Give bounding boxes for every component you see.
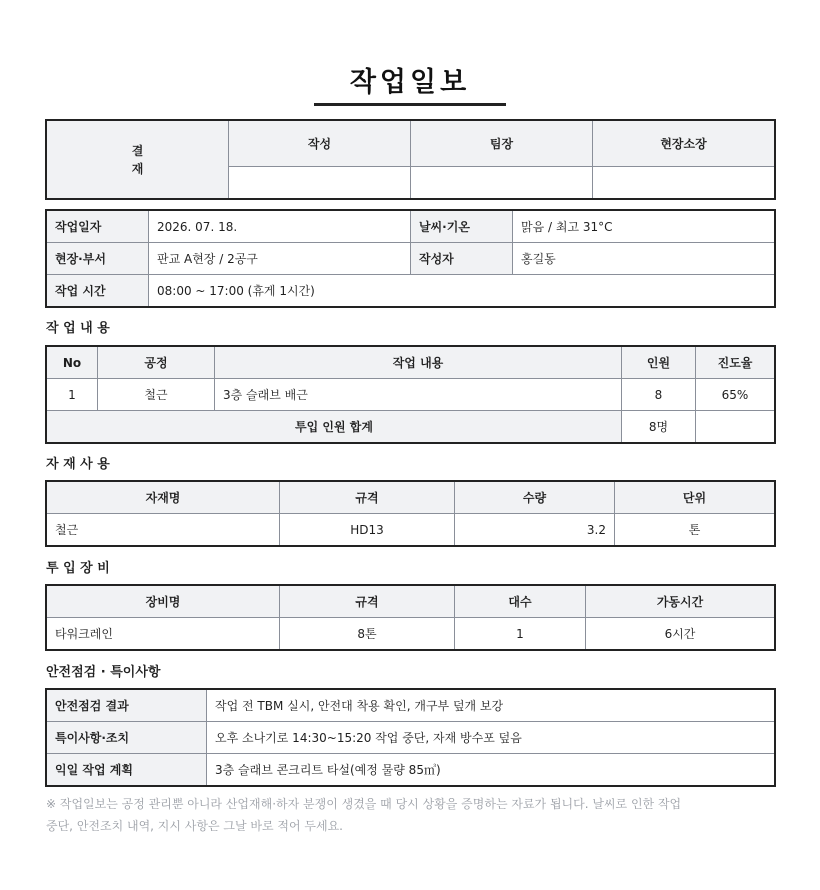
materials-row-qty[interactable]: 3.2 (455, 514, 615, 546)
materials-row-unit[interactable]: 톤 (615, 514, 775, 546)
materials-header-spec: 규격 (280, 482, 455, 514)
equipment-table (46, 585, 775, 650)
writer-label: 작성자 (411, 243, 513, 275)
work-row-workers[interactable]: 8 (622, 379, 696, 411)
signature-box-writer[interactable] (229, 167, 411, 199)
materials-row-name[interactable]: 철근 (47, 514, 280, 546)
signature-box-site-manager[interactable] (593, 167, 775, 199)
equipment-header-spec: 규격 (280, 586, 455, 618)
info-table (46, 210, 775, 307)
approval-role-writer: 작성 (229, 121, 411, 167)
work-header-process: 공정 (98, 347, 215, 379)
time-value[interactable]: 08:00 ~ 17:00 (휴게 1시간) (149, 275, 775, 307)
equipment-row-name[interactable]: 타워크레인 (47, 618, 280, 650)
weather-value[interactable]: 맑음 / 최고 31°C (513, 211, 775, 243)
work-table (46, 346, 775, 443)
equipment-header-count: 대수 (455, 586, 586, 618)
work-row-process[interactable]: 철근 (98, 379, 215, 411)
equipment-row-hours[interactable]: 6시간 (586, 618, 775, 650)
safety-table (46, 689, 775, 786)
next-plan-label: 익일 작업 계획 (47, 754, 207, 786)
work-total-value[interactable]: 8명 (622, 411, 696, 443)
safety-check-value[interactable]: 작업 전 TBM 실시, 안전대 착용 확인, 개구부 덮개 보강 (207, 690, 775, 722)
safety-section-title: 안전점검 · 특이사항 (46, 665, 161, 680)
equipment-row-count[interactable]: 1 (455, 618, 586, 650)
materials-row-spec[interactable]: HD13 (280, 514, 455, 546)
special-notes-value[interactable]: 오후 소나기로 14:30~15:20 작업 중단, 자재 방수포 덮음 (207, 722, 775, 754)
time-label: 작업 시간 (47, 275, 149, 307)
weather-label: 날씨·기온 (411, 211, 513, 243)
materials-header-unit: 단위 (615, 482, 775, 514)
safety-check-label: 안전점검 결과 (47, 690, 207, 722)
signature-box-team-leader[interactable] (411, 167, 593, 199)
materials-header-qty: 수량 (455, 482, 615, 514)
title-area (0, 60, 820, 106)
work-header-workers: 인원 (622, 347, 696, 379)
work-row-progress[interactable]: 65% (696, 379, 775, 411)
work-total-empty (696, 411, 775, 443)
materials-section-title: 자 재 사 용 (46, 457, 110, 472)
date-value[interactable]: 2026. 07. 18. (149, 211, 411, 243)
equipment-header-name: 장비명 (47, 586, 280, 618)
date-label: 작업일자 (47, 211, 149, 243)
table-row (47, 379, 775, 411)
writer-value[interactable]: 홍길동 (513, 243, 775, 275)
footnote: ※ 작업일보는 공정 관리뿐 아니라 산업재해·하자 분쟁이 생겼을 때 당시 상황을 증명하는 자료가 됩니다. 날씨로 인한 작업 중단, 안전조치 내역, 지시 사항은 그날 바로 적어 두세요. (46, 797, 682, 833)
materials-header-name: 자재명 (47, 482, 280, 514)
approval-table (46, 120, 775, 199)
work-section-title: 작 업 내 용 (46, 321, 110, 336)
table-row (47, 514, 775, 546)
work-row-content[interactable]: 3층 슬래브 배근 (215, 379, 622, 411)
approval-role-team-leader: 팀장 (411, 121, 593, 167)
equipment-section-title: 투 입 장 비 (46, 561, 110, 576)
materials-table (46, 481, 775, 546)
work-header-progress: 진도율 (696, 347, 775, 379)
work-total-label: 투입 인원 합계 (47, 411, 622, 443)
work-row-no[interactable]: 1 (47, 379, 98, 411)
approval-role-site-manager: 현장소장 (593, 121, 775, 167)
work-header-content: 작업 내용 (215, 347, 622, 379)
equipment-header-hours: 가동시간 (586, 586, 775, 618)
site-value[interactable]: 판교 A현장 / 2공구 (149, 243, 411, 275)
special-notes-label: 특이사항·조치 (47, 722, 207, 754)
approval-label: 결 재 (47, 121, 229, 199)
equipment-row-spec[interactable]: 8톤 (280, 618, 455, 650)
table-row (47, 618, 775, 650)
site-label: 현장·부서 (47, 243, 149, 275)
next-plan-value[interactable]: 3층 슬래브 콘크리트 타설(예정 물량 85㎥) (207, 754, 775, 786)
document-title: 작업일보 (314, 60, 506, 106)
work-header-no: No (47, 347, 98, 379)
